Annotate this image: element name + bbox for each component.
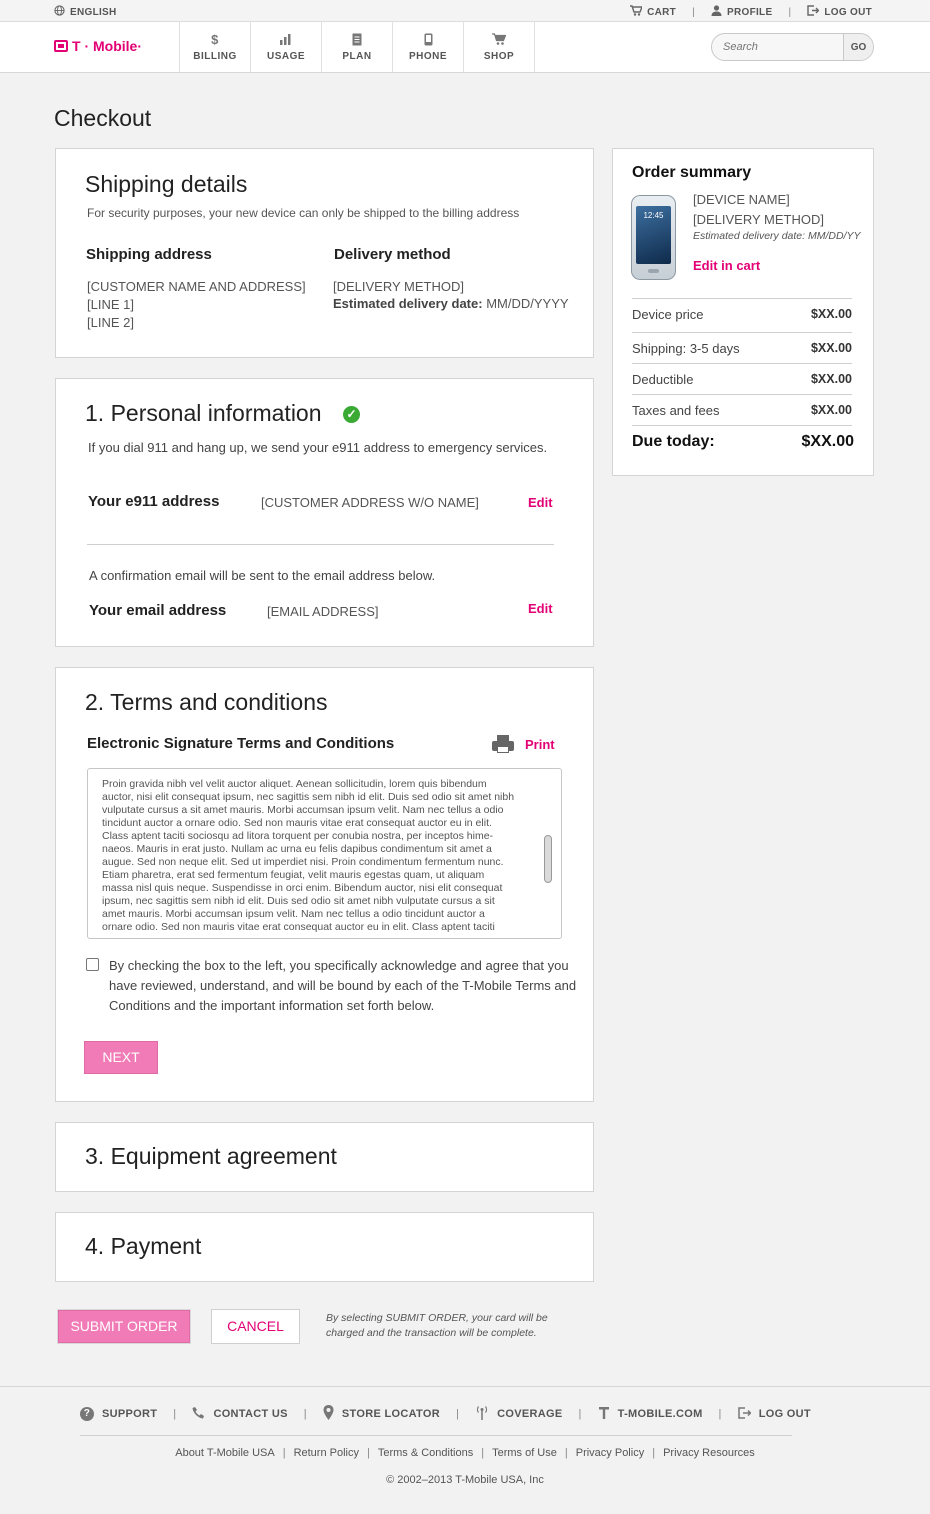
bar-chart-icon [279,33,293,47]
footer-secondary-link[interactable]: Return Policy [293,1447,359,1459]
address-line: [LINE 2] [87,315,134,330]
footer-separator: | [652,1447,656,1459]
shipping-address [87,278,306,332]
summary-row-value: $XX.00 [810,403,852,417]
email-label: Your email address [89,602,227,619]
utility-separator: | [692,6,695,18]
address-line: [CUSTOMER NAME AND ADDRESS] [87,279,306,294]
document-icon [352,33,362,47]
order-summary-card [612,148,874,476]
payment-card[interactable] [55,1212,594,1282]
address-line: [LINE 1] [87,297,134,312]
print-label: Print [525,736,555,752]
equipment-title: 3. Equipment agreement [85,1143,337,1169]
device-screen: 12:45 [636,206,671,264]
cart-label: CART [647,6,677,18]
terms-line: augue. Sed non neque elit. Sed ut imperdiet nisi. Proin condimentum fermentum nunc. [102,856,504,868]
device-image [631,195,676,280]
logout-link[interactable] [807,5,872,19]
footer-link-label: LOG OUT [758,1408,811,1420]
delivery-date [333,295,569,312]
cancel-button[interactable]: CANCEL [211,1309,300,1344]
summary-divider [632,363,852,364]
footer-secondary-link[interactable]: Terms of Use [492,1447,557,1459]
terms-subtitle: Electronic Signature Terms and Conditions [87,735,395,752]
profile-link[interactable] [711,5,772,19]
shipping-note: For security purposes, your new device can only be shipped to the billing address [87,206,520,220]
search-box [711,33,874,61]
summary-divider [632,298,852,299]
device-name: [DEVICE NAME] [693,192,790,207]
terms-title: 2. Terms and conditions [85,689,328,715]
summary-delivery-method: [DELIVERY METHOD] [693,212,824,227]
delivery-method-heading: Delivery method [334,246,451,263]
summary-estimated-date: Estimated delivery date: MM/DD/YY [693,230,861,242]
summary-row-value: $XX.00 [810,372,852,386]
delivery-date-value: MM/DD/YYYY [486,296,569,311]
summary-row-label: Device price [632,307,704,322]
nav-tab-label: SHOP [483,50,515,62]
nav-tab-label: USAGE [266,50,306,62]
equipment-agreement-card[interactable] [55,1122,594,1192]
footer-secondary-link[interactable]: About T-Mobile USA [175,1447,275,1459]
order-summary-title: Order summary [632,164,752,181]
nav-tab-label: PLAN [342,50,372,62]
cart-icon [492,33,506,47]
summary-row-label: Taxes and fees [632,403,720,418]
terms-line: vulputate cursus a sit amet mauris. Morbi accumsan ipsum velit. Nam nec tellus a odio [102,804,504,816]
profile-label: PROFILE [727,6,773,18]
language-selector[interactable] [54,5,117,19]
utility-separator: | [788,6,792,18]
logout-icon [807,5,819,19]
page-title: Checkout [54,105,152,131]
user-icon [711,5,722,19]
question-icon: ? [80,1407,94,1421]
terms-card [55,667,594,1102]
summary-row [632,403,852,418]
map-pin-icon [323,1405,334,1423]
delivery-date-label: Estimated delivery date: [333,296,483,311]
footer [0,1386,930,1514]
footer-separator: | [578,1408,582,1420]
print-link[interactable] [492,735,555,753]
email-note: A confirmation email will be sent to the email address below. [89,568,436,583]
payment-title: 4. Payment [85,1233,202,1259]
terms-line: ipsum, nec sagittis sem nibh id elit. Duis sed odio sit amet nibh vulputate cursus a sit [102,895,495,907]
summary-total [632,433,854,451]
footer-link-label: CONTACT US [213,1408,288,1420]
edit-email-link[interactable]: Edit [528,601,553,616]
footer-links [80,1405,811,1423]
nav-tab-usage[interactable] [251,22,322,72]
divider [87,544,554,545]
agree-checkbox[interactable] [86,958,99,971]
footer-divider [80,1435,792,1436]
logout-icon [738,1407,751,1422]
edit-e911-link[interactable]: Edit [528,495,553,510]
footer-link-label: STORE LOCATOR [341,1408,440,1420]
next-button[interactable]: NEXT [84,1041,158,1074]
tmobile-t-icon [598,1406,610,1422]
terms-line: amet mauris. Morbi accumsan ipsum velit. Nam nec tellus a odio tincidunt auctor a [102,908,485,920]
e911-note: If you dial 911 and hang up, we send your e911 address to emergency services. [88,440,548,455]
shipping-title: Shipping details [85,171,248,197]
summary-row [632,341,852,356]
scrollbar-thumb[interactable] [544,835,552,883]
terms-line: Proin gravida nibh vel velit auctor aliquet. Aenean sollicitudin, lorem quis bibendum [102,778,487,790]
brand-name: T · Mobile· [72,38,142,54]
e911-label: Your e911 address [88,493,220,510]
nav-tabs [179,22,535,72]
agree-text: By checking the box to the left, you specifically acknowledge and agree that you have reviewed, understand, and will be bound by each of the T-Mobile Terms and Conditions and the important information set forth below. [109,958,577,1013]
footer-store-locator-link[interactable] [323,1405,440,1423]
footer-separator: | [481,1447,485,1459]
footer-tmobile-link[interactable] [598,1406,703,1422]
terms-text [102,778,532,934]
device-home-button [648,269,659,273]
email-value: [EMAIL ADDRESS] [267,604,379,619]
cart-link[interactable] [630,5,676,19]
printer-icon [492,735,514,753]
footer-separator: | [455,1408,460,1420]
summary-divider [632,394,852,395]
copyright: © 2002–2013 T-Mobile USA, Inc [386,1474,544,1486]
terms-line: Class aptent taciti sociosqu ad litora torquent per conubia nostra, per inceptos hime- [102,830,494,842]
nav-tab-label: PHONE [408,50,448,62]
utility-bar [0,0,930,22]
tmobile-logo[interactable] [54,38,142,54]
summary-divider [632,332,852,333]
edit-in-cart-link[interactable]: Edit in cart [693,258,761,273]
footer-coverage-link[interactable] [475,1405,562,1423]
submit-order-button[interactable]: SUBMIT ORDER [57,1309,191,1344]
language-label: ENGLISH [70,6,117,18]
nav-tab-phone[interactable] [393,22,464,72]
summary-row-label: Shipping: 3-5 days [632,341,740,356]
footer-link-label: COVERAGE [497,1408,563,1420]
delivery-info [333,278,569,312]
terms-line: ornare odio. Sed non mauris vitae erat consequat auctor eu in elit. Class aptent taciti [102,921,495,933]
nav-tab-billing[interactable] [180,22,251,72]
footer-secondary-link[interactable]: Terms & Conditions [377,1447,474,1459]
summary-row-value: $XX.00 [810,307,852,321]
terms-line: auctor, nisi elit consequat ipsum, nec sagittis sem nibh id elit. Duis sed odio sit amet nibh [102,791,515,803]
personal-info-title: 1. Personal information [85,400,322,426]
footer-link-label: SUPPORT [102,1408,158,1420]
search-go-button[interactable]: GO [843,34,873,60]
logout-label: LOG OUT [824,6,872,18]
summary-row [632,372,852,387]
delivery-method-value: [DELIVERY METHOD] [333,279,464,294]
shipping-details-card [55,148,594,358]
main-nav [0,22,930,73]
footer-logout-link[interactable] [738,1407,811,1422]
nav-tab-shop[interactable] [464,22,535,72]
antenna-icon [475,1405,489,1423]
terms-line: tincidunt auctor a ornare odio. Sed non mauris vitae erat consequat auctor eu in elit. [102,817,492,829]
terms-scroll-box[interactable] [87,768,562,939]
phone-handset-icon [192,1406,205,1422]
nav-tab-label: BILLING [193,50,237,62]
footer-separator: | [282,1447,286,1459]
summary-row-label: Deductible [632,372,694,387]
shipping-address-heading: Shipping address [86,246,212,263]
search-input[interactable] [712,34,843,60]
nav-tab-plan[interactable] [322,22,393,72]
footer-link-label: T-MOBILE.COM [617,1408,703,1420]
logo-mark-icon [54,40,68,52]
cart-icon [630,5,642,19]
e911-value: [CUSTOMER ADDRESS W/O NAME] [261,495,479,510]
personal-info-card [55,378,594,647]
footer-secondary-links [0,1447,930,1459]
total-value: $XX.00 [801,433,854,450]
globe-icon [54,5,65,19]
summary-row [632,307,852,322]
footer-separator: | [303,1408,307,1420]
footer-separator: | [366,1447,370,1459]
footer-secondary-link[interactable]: Privacy Resources [663,1447,755,1459]
terms-line: massa nisl quis neque. Suspendisse in orci enim. Bibendum auctor, nisi elit consequat [102,882,503,894]
phone-icon [424,33,433,47]
footer-separator: | [564,1447,568,1459]
footer-contact-link[interactable] [192,1406,287,1422]
checkmark-icon: ✓ [343,406,360,423]
footer-separator: | [718,1408,722,1420]
terms-line: Etiam pharetra, erat sed fermentum feugiat, velit mauris egestas quam, ut aliquam [102,869,485,881]
terms-line: naeos. Mauris in erat justo. Nullam ac urna eu felis dapibus condimentum sit amet a [102,843,492,855]
dollar-icon: $ [211,31,219,47]
total-label: Due today: [632,433,715,450]
summary-divider [632,425,852,426]
footer-secondary-link[interactable]: Privacy Policy [575,1447,645,1459]
footer-support-link[interactable] [80,1407,157,1421]
submit-note: By selecting SUBMIT ORDER, your card will be charged and the transaction will be complete. [326,1312,548,1339]
footer-separator: | [173,1408,177,1420]
summary-row-value: $XX.00 [810,341,852,355]
